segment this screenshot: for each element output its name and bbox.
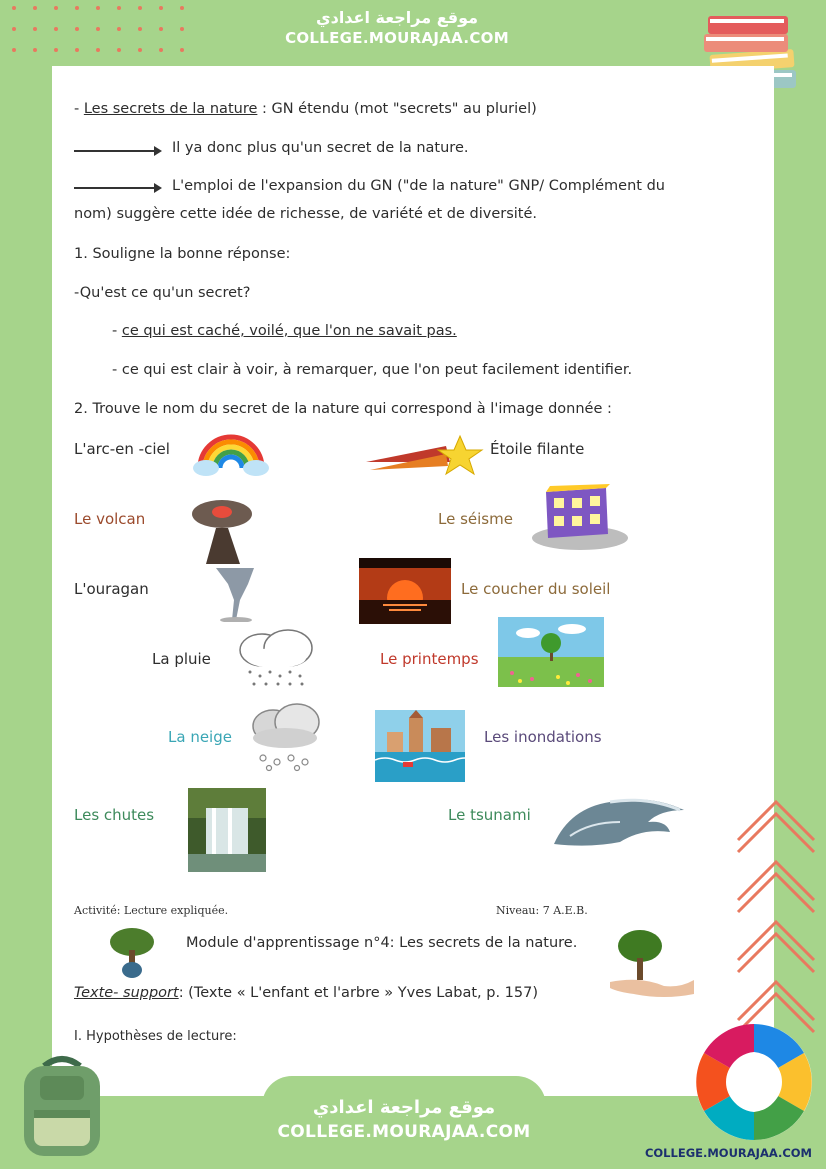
decorative-dot	[12, 27, 16, 31]
footer-brand[interactable]: COLLEGE.MOURAJAA.COM	[644, 1146, 812, 1160]
label-snow: La neige	[168, 728, 232, 746]
label-rainbow: L'arc-en -ciel	[74, 440, 170, 458]
label-volcano: Le volcan	[74, 510, 146, 528]
decorative-dot	[12, 6, 16, 10]
label-tsunami: Le tsunami	[448, 806, 531, 824]
arrow-icon	[74, 150, 156, 152]
education-circle-logo	[694, 1022, 814, 1142]
label-earthquake: Le séisme	[438, 510, 513, 528]
section-hypotheses: I. Hypothèses de lecture:	[74, 1029, 237, 1044]
tree-icon	[106, 922, 158, 980]
question1-prompt: -Qu'est ce qu'un secret?	[74, 285, 251, 301]
footer-arabic-title: موقع مراجعة اعدادي	[312, 1097, 496, 1118]
waterfall-icon	[188, 788, 266, 872]
decorative-dot	[159, 6, 163, 10]
decorative-dot	[117, 6, 121, 10]
shooting-star-icon	[366, 432, 486, 480]
decorative-dot	[54, 48, 58, 52]
decorative-dot	[180, 6, 184, 10]
volcano-icon	[176, 494, 268, 566]
question1-title: 1. Souligne la bonne réponse:	[74, 246, 291, 262]
spring-landscape-icon	[498, 617, 604, 687]
label-waterfall: Les chutes	[74, 806, 155, 824]
rain-cloud-icon	[232, 626, 322, 690]
decorative-dot	[54, 27, 58, 31]
tree-in-hand-icon	[604, 928, 696, 1002]
snow-cloud-icon	[247, 698, 325, 772]
decorative-dot	[54, 6, 58, 10]
decorative-dot	[138, 27, 142, 31]
decorative-dot	[96, 48, 100, 52]
question1-option-2: - ce qui est clair à voir, à remarquer, que l'on peut facilement identifier.	[112, 362, 633, 378]
activity-label: Activité: Lecture expliquée.	[74, 904, 229, 917]
header-tab	[262, 0, 532, 58]
decorative-dot	[180, 48, 184, 52]
label-rain: La pluie	[152, 650, 211, 668]
decorative-dot	[180, 27, 184, 31]
tsunami-wave-icon	[550, 788, 688, 850]
decorative-dot	[138, 6, 142, 10]
decorative-dot	[138, 48, 142, 52]
question2-title: 2. Trouve le nom du secret de la nature qui correspond à l'image donnée :	[74, 401, 612, 417]
decorative-dot	[159, 27, 163, 31]
decorative-dot	[75, 6, 79, 10]
rainbow-icon	[192, 428, 270, 478]
header-url[interactable]: COLLEGE.MOURAJAA.COM	[285, 29, 509, 47]
label-spring: Le printemps	[380, 650, 479, 668]
decorative-dot	[117, 27, 121, 31]
label-shooting-star: Étoile filante	[490, 440, 585, 458]
decorative-dot	[33, 27, 37, 31]
decorative-dot	[159, 48, 163, 52]
footer-url[interactable]: COLLEGE.MOURAJAA.COM	[277, 1122, 531, 1142]
decorative-dot	[12, 48, 16, 52]
intro-line-2: Il ya donc plus qu'un secret de la nature.	[172, 140, 469, 156]
chevron-decoration	[734, 790, 818, 1040]
intro-line-4: nom) suggère cette idée de richesse, de variété et de diversité.	[74, 206, 538, 222]
footer-tab	[262, 1076, 546, 1169]
question1-option-1: - ce qui est caché, voilé, que l'on ne savait pas.	[112, 323, 457, 339]
earthquake-icon	[530, 484, 632, 554]
intro-line-1: - Les secrets de la nature : GN étendu (mot "secrets" au pluriel)	[74, 101, 537, 117]
level-label: Niveau: 7 A.E.B.	[496, 904, 588, 917]
decorative-dot	[117, 48, 121, 52]
header-arabic-title: موقع مراجعة اعدادي	[315, 8, 479, 27]
decorative-dot	[96, 6, 100, 10]
flood-icon	[375, 710, 465, 782]
tornado-icon	[214, 566, 266, 622]
module-title: Module d'apprentissage n°4: Les secrets de la nature.	[186, 935, 578, 951]
support-text: Texte- support: (Texte « L'enfant et l'arbre » Yves Labat, p. 157)	[74, 985, 538, 1001]
label-hurricane: L'ouragan	[74, 580, 149, 598]
arrow-icon	[74, 187, 156, 189]
sunset-icon	[359, 558, 451, 624]
label-sunset: Le coucher du soleil	[461, 580, 611, 598]
intro-line-3: L'emploi de l'expansion du GN ("de la nature" GNP/ Complément du	[172, 178, 665, 194]
decorative-dot	[33, 6, 37, 10]
decorative-dot	[75, 27, 79, 31]
decorative-dot	[96, 27, 100, 31]
decorative-dot	[75, 48, 79, 52]
label-flooding: Les inondations	[484, 728, 602, 746]
decorative-dot	[33, 48, 37, 52]
decorative-dots	[0, 0, 210, 60]
backpack-icon	[10, 1052, 114, 1162]
